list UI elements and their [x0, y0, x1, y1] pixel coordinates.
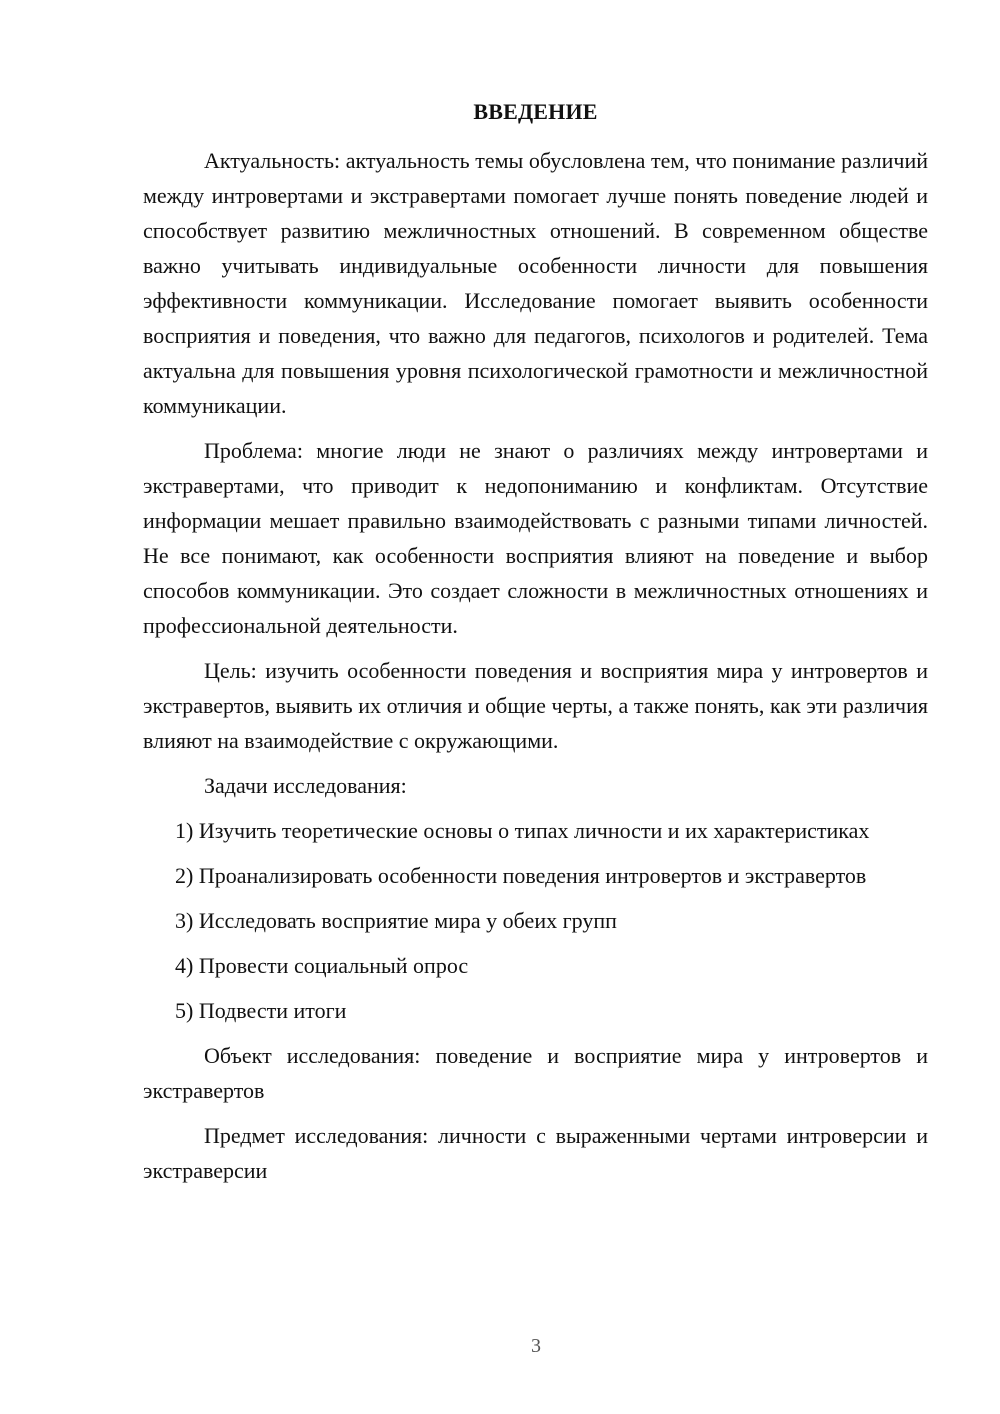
tasks-heading: Задачи исследования: [204, 773, 407, 798]
problem-paragraph: Проблема: многие люди не знают о различиях между интровертами и экстравертами, что приводит к недопониманию и конфликтам. Отсутствие информации мешает правильно взаимодействовать с разными типами личностей. Не все понимают, как особенности восприятия влияют на поведение и выбор способов коммуникации. Это создает сложности в межличностных отношениях и профессиональной деятельности. [143, 438, 928, 638]
page-content [143, 94, 928, 1198]
task-item-2: 2) Проанализировать особенности поведения интровертов и экстравертов [175, 863, 867, 888]
task-item-1: 1) Изучить теоретические основы о типах личности и их характеристиках [175, 818, 870, 843]
object-paragraph: Объект исследования: поведение и восприятие мира у интровертов и экстравертов [143, 1043, 928, 1103]
task-item-5: 5) Подвести итоги [175, 998, 347, 1023]
subject-paragraph: Предмет исследования: личности с выраженными чертами интроверсии и экстраверсии [143, 1123, 928, 1183]
task-item-4: 4) Провести социальный опрос [175, 953, 469, 978]
section-heading: ВВЕДЕНИЕ [473, 99, 598, 124]
goal-paragraph: Цель: изучить особенности поведения и восприятия мира у интровертов и экстравертов, выявить их отличия и общие черты, а также понять, как эти различия влияют на взаимодействие с окружающими. [143, 658, 928, 753]
task-item-3: 3) Исследовать восприятие мира у обеих групп [175, 908, 617, 933]
page-number: 3 [531, 1335, 541, 1357]
page-number-footer [0, 1334, 1000, 1358]
relevance-paragraph: Актуальность: актуальность темы обусловлена тем, что понимание различий между интровертами и экстравертами помогает лучше понять поведение людей и способствует развитию межличностных отношений. В современном обществе важно учитывать индивидуальные особенности личности для повышения эффективности коммуникации. Исследование помогает выявить особенности восприятия и поведения, что важно для педагогов, психологов и родителей. Тема актуальна для повышения уровня психологической грамотности и межличностной коммуникации. [143, 148, 928, 418]
